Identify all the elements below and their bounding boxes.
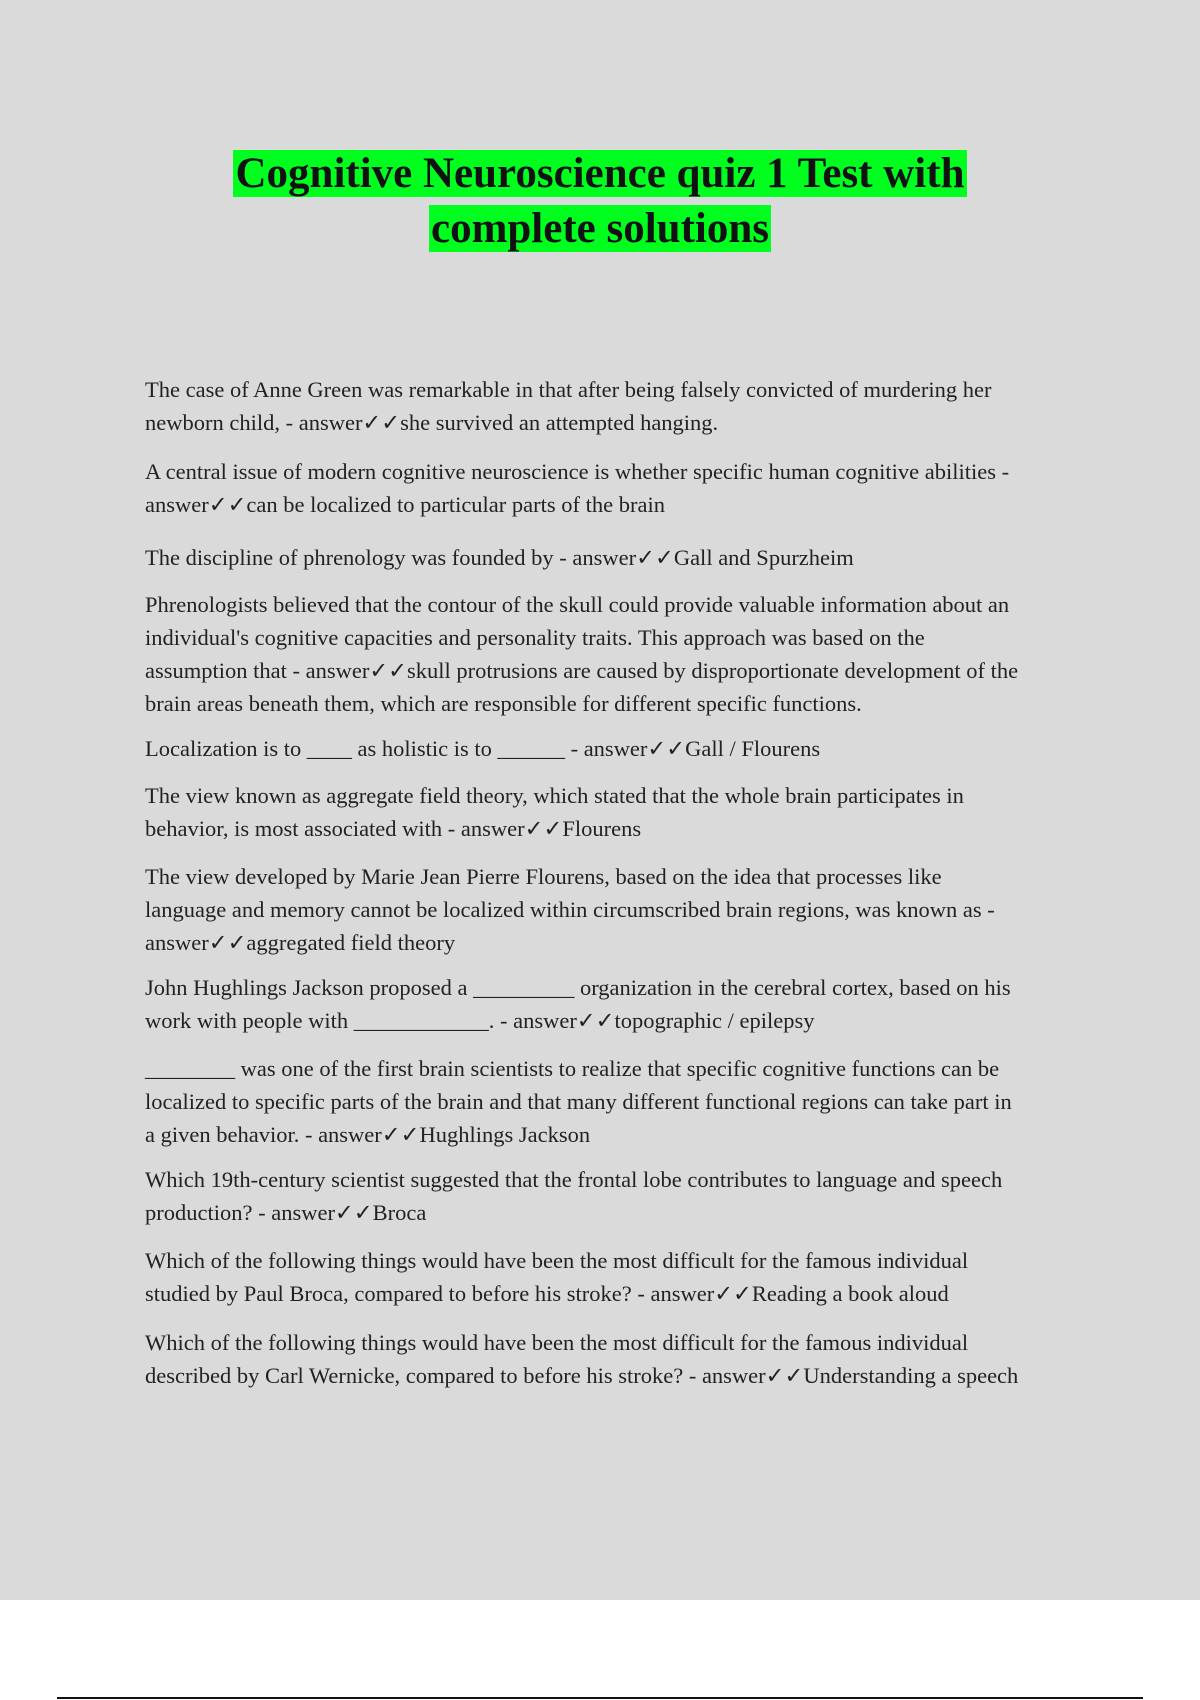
paragraph-line: Localization is to ____ as holistic is to ______ - answer✓✓Gall / Flourens [145,736,821,761]
paragraph-line: The discipline of phrenology was founded by - answer✓✓Gall and Spurzheim [145,545,854,570]
paragraph-line: assumption that - answer✓✓skull protrusions are caused by disproportionate development of the [145,658,1019,683]
paragraph-line: Which 19th-century scientist suggested that the frontal lobe contributes to language and speech [145,1167,1003,1192]
paragraph-line: Which of the following things would have been the most difficult for the famous individual [145,1330,969,1355]
qa-paragraph [145,1052,1012,1151]
paragraph-line: behavior, is most associated with - answer✓✓Flourens [145,816,642,841]
paragraph-line: answer✓✓can be localized to particular parts of the brain [145,492,665,517]
paragraph-line: studied by Paul Broca, compared to before his stroke? - answer✓✓Reading a book aloud [145,1281,949,1306]
qa-paragraph [145,732,820,765]
paragraph-line: production? - answer✓✓Broca [145,1200,427,1225]
paragraph-line: newborn child, - answer✓✓she survived an attempted hanging. [145,410,719,435]
paragraph-line: ________ was one of the first brain scientists to realize that specific cognitive functions can be [145,1056,1000,1081]
paragraph-line: John Hughlings Jackson proposed a _________ organization in the cerebral cortex, based on his [145,975,1011,1000]
paragraph-line: localized to specific parts of the brain and that many different functional regions can take part in [145,1089,1012,1114]
paragraph-line: The view known as aggregate field theory, which stated that the whole brain participates in [145,783,964,808]
paragraph-line: The case of Anne Green was remarkable in that after being falsely convicted of murdering her [145,377,992,402]
title-line-2: complete solutions [430,205,770,252]
qa-paragraph [145,860,995,959]
paragraph-line: Which of the following things would have been the most difficult for the famous individual [145,1248,969,1273]
qa-paragraph [145,588,1018,720]
paragraph-line: work with people with ____________. - answer✓✓topographic / epilepsy [145,1008,815,1033]
paragraph-line: described by Carl Wernicke, compared to before his stroke? - answer✓✓Understanding a speech [145,1363,1019,1388]
qa-paragraph [145,1326,1018,1392]
qa-paragraph [145,1244,968,1310]
paragraph-line: language and memory cannot be localized within circumscribed brain regions, was known as - [145,897,995,922]
qa-paragraph [145,541,854,574]
qa-paragraph [145,971,1011,1037]
qa-paragraph [145,373,992,439]
footer-divider [57,1697,1143,1699]
paragraph-line: Phrenologists believed that the contour of the skull could provide valuable information about an [145,592,1010,617]
paragraph-line: individual's cognitive capacities and personality traits. This approach was based on the [145,625,925,650]
paragraph-line: a given behavior. - answer✓✓Hughlings Jackson [145,1122,591,1147]
paragraph-line: A central issue of modern cognitive neuroscience is whether specific human cognitive abilities - [145,459,1010,484]
title-line-1: Cognitive Neuroscience quiz 1 Test with [235,150,965,197]
document-title [0,146,1200,256]
qa-paragraph [145,455,1009,521]
paragraph-line: brain areas beneath them, which are responsible for different specific functions. [145,691,862,716]
qa-paragraph [145,1163,1002,1229]
qa-paragraph [145,779,964,845]
paragraph-line: The view developed by Marie Jean Pierre Flourens, based on the idea that processes like [145,864,942,889]
paragraph-line: answer✓✓aggregated field theory [145,930,456,955]
